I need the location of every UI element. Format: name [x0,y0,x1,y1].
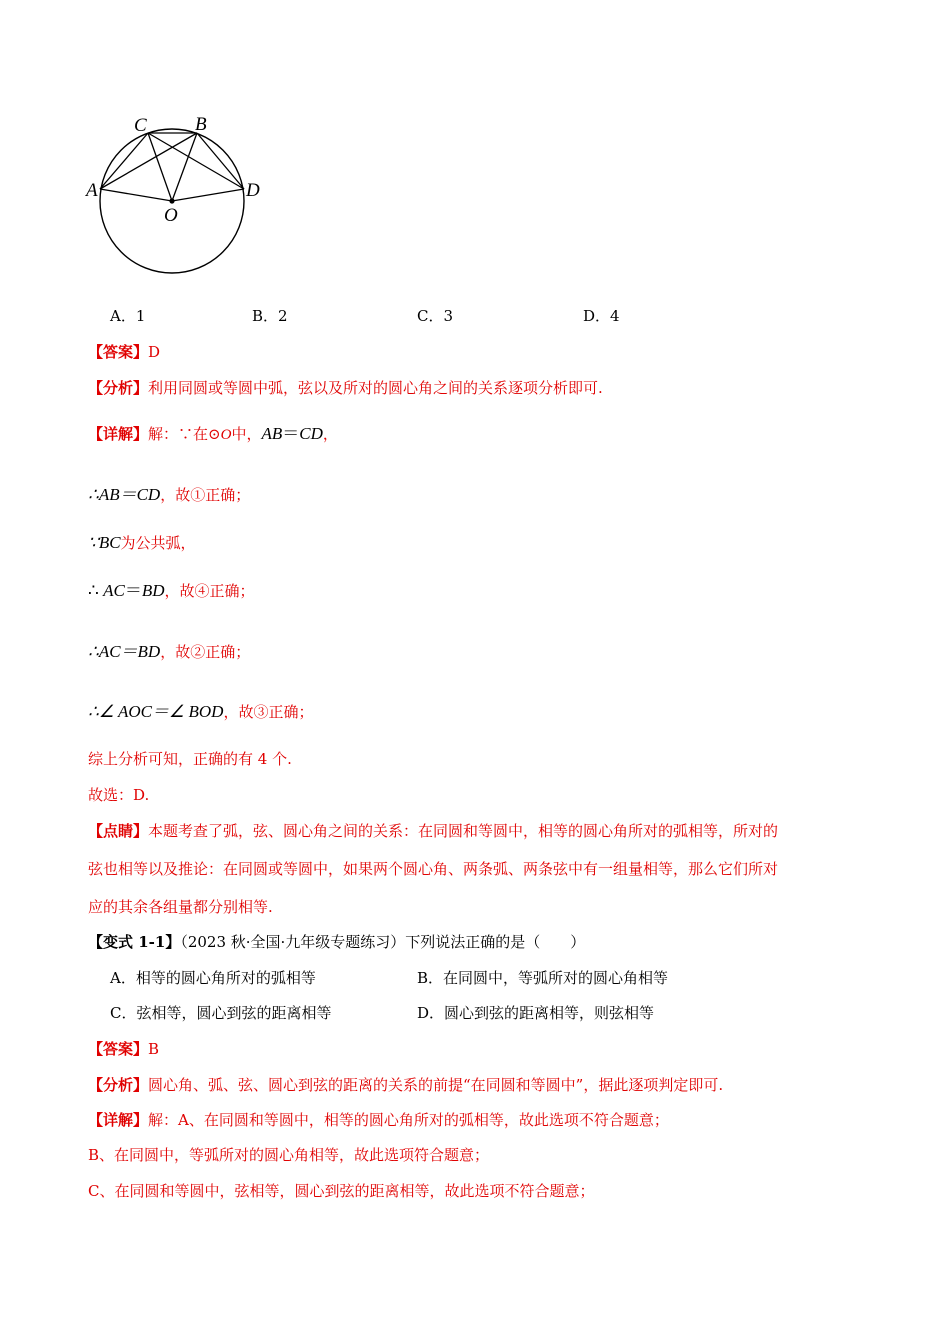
detail-mid: 中， [231,425,262,443]
arc-cd: CD [299,424,323,443]
answer2-line [88,1039,159,1059]
detail-intro: 解：∵在⊙ [148,425,221,443]
detail2-label: 【详解】 [88,1111,149,1129]
label-C: C [134,115,147,136]
answer-label: 【答案】 [88,343,149,361]
answer-value: D [148,343,161,361]
detail-comma: ， [322,425,338,443]
label-D: D [246,180,260,201]
detail2-line-3: C、在同圆和等圆中，弦相等，圆心到弦的距离相等，故此选项不符合题意； [88,1182,595,1200]
tip-line-3: 应的其余各组量都分别相等. [88,898,273,916]
arc-ab: AB [261,424,283,443]
tip-text-1: 本题考查了弧，弦、圆心角之间的关系：在同圆和等圆中，相等的圆心角所对的弧相等，所对的 [148,822,779,840]
step-4 [88,642,250,662]
arc-ac: AC [103,581,125,600]
detail-label: 【详解】 [88,425,149,443]
variant-option-b: B．在同圆中，等弧所对的圆心角相等 [417,969,669,987]
step-1-text: ，故①正确； [160,486,251,504]
step-3-prefix: ∴ [88,581,104,600]
option-a: A．1 [110,307,146,325]
variant-option-a: A．相等的圆心角所对的弧相等 [110,969,316,987]
chords [100,133,244,201]
option-c: C．3 [417,307,454,325]
label-B: B [195,114,207,135]
center-dot [169,198,174,203]
step-3-eq: ＝ [124,581,142,600]
analysis-line [88,378,603,398]
step-2-math: ∵BC [88,533,121,552]
label-O: O [164,205,178,226]
step-3 [88,581,255,601]
step-4-math: ∴AC＝BD [88,642,161,661]
arc-bd: BD [141,581,165,600]
answer2-label: 【答案】 [88,1040,149,1058]
detail-line [88,424,338,445]
step-2-text: 为公共弧， [120,534,196,552]
tip-line-1 [88,821,778,841]
variant-label: 【变式 1-1】 [88,933,181,951]
step-5 [88,702,313,722]
step-7: 故选：D. [88,786,150,804]
analysis2-label: 【分析】 [88,1076,149,1094]
variant-stem-text: （2023 秋·全国·九年级专题练习）下列说法正确的是（ ） [180,933,586,951]
step-5-text: ，故③正确； [223,703,314,721]
step-1 [88,485,250,505]
variant-option-d: D．圆心到弦的距离相等，则弦相等 [417,1004,655,1022]
step-5-math: ∴∠ AOC＝∠ BOD [88,702,224,721]
answer2-value: B [148,1040,160,1058]
option-b: B．2 [252,307,288,325]
variant-stem [88,932,585,952]
step-2 [88,533,196,553]
analysis-text: 利用同圆或等圆中弧，弦以及所对的圆心角之间的关系逐项分析即可. [148,379,603,397]
circle-figure [80,105,280,285]
detail-eq: ＝ [282,424,300,443]
variant-option-c: C．弦相等，圆心到弦的距离相等 [110,1004,332,1022]
answer-line [88,342,160,362]
label-A: A [86,180,98,201]
analysis2-line [88,1075,723,1095]
step-3-text: ，故④正确； [164,582,255,600]
analysis2-text: 圆心角、弧、弦、圆心到弦的距离的关系的前提“在同圆和等圆中”，据此逐项判定即可. [148,1076,724,1094]
detail-o: O [220,427,232,443]
tip-label: 【点睛】 [88,822,149,840]
option-d: D．4 [583,307,620,325]
step-4-text: ，故②正确； [160,643,251,661]
step-1-math: ∴AB＝CD [88,485,161,504]
step-6: 综上分析可知，正确的有 4 个. [88,750,292,768]
tip-line-2: 弦也相等以及推论：在同圆或等圆中，如果两个圆心角、两条弧、两条弦中有一组量相等，那么它们所对 [88,860,779,878]
detail2-text-1: 解：A、在同圆和等圆中，相等的圆心角所对的弧相等，故此选项不符合题意； [148,1111,669,1129]
analysis-label: 【分析】 [88,379,149,397]
detail2-line-2: B、在同圆中，等弧所对的圆心角相等，故此选项符合题意； [88,1146,490,1164]
detail2-line-1 [88,1110,669,1130]
